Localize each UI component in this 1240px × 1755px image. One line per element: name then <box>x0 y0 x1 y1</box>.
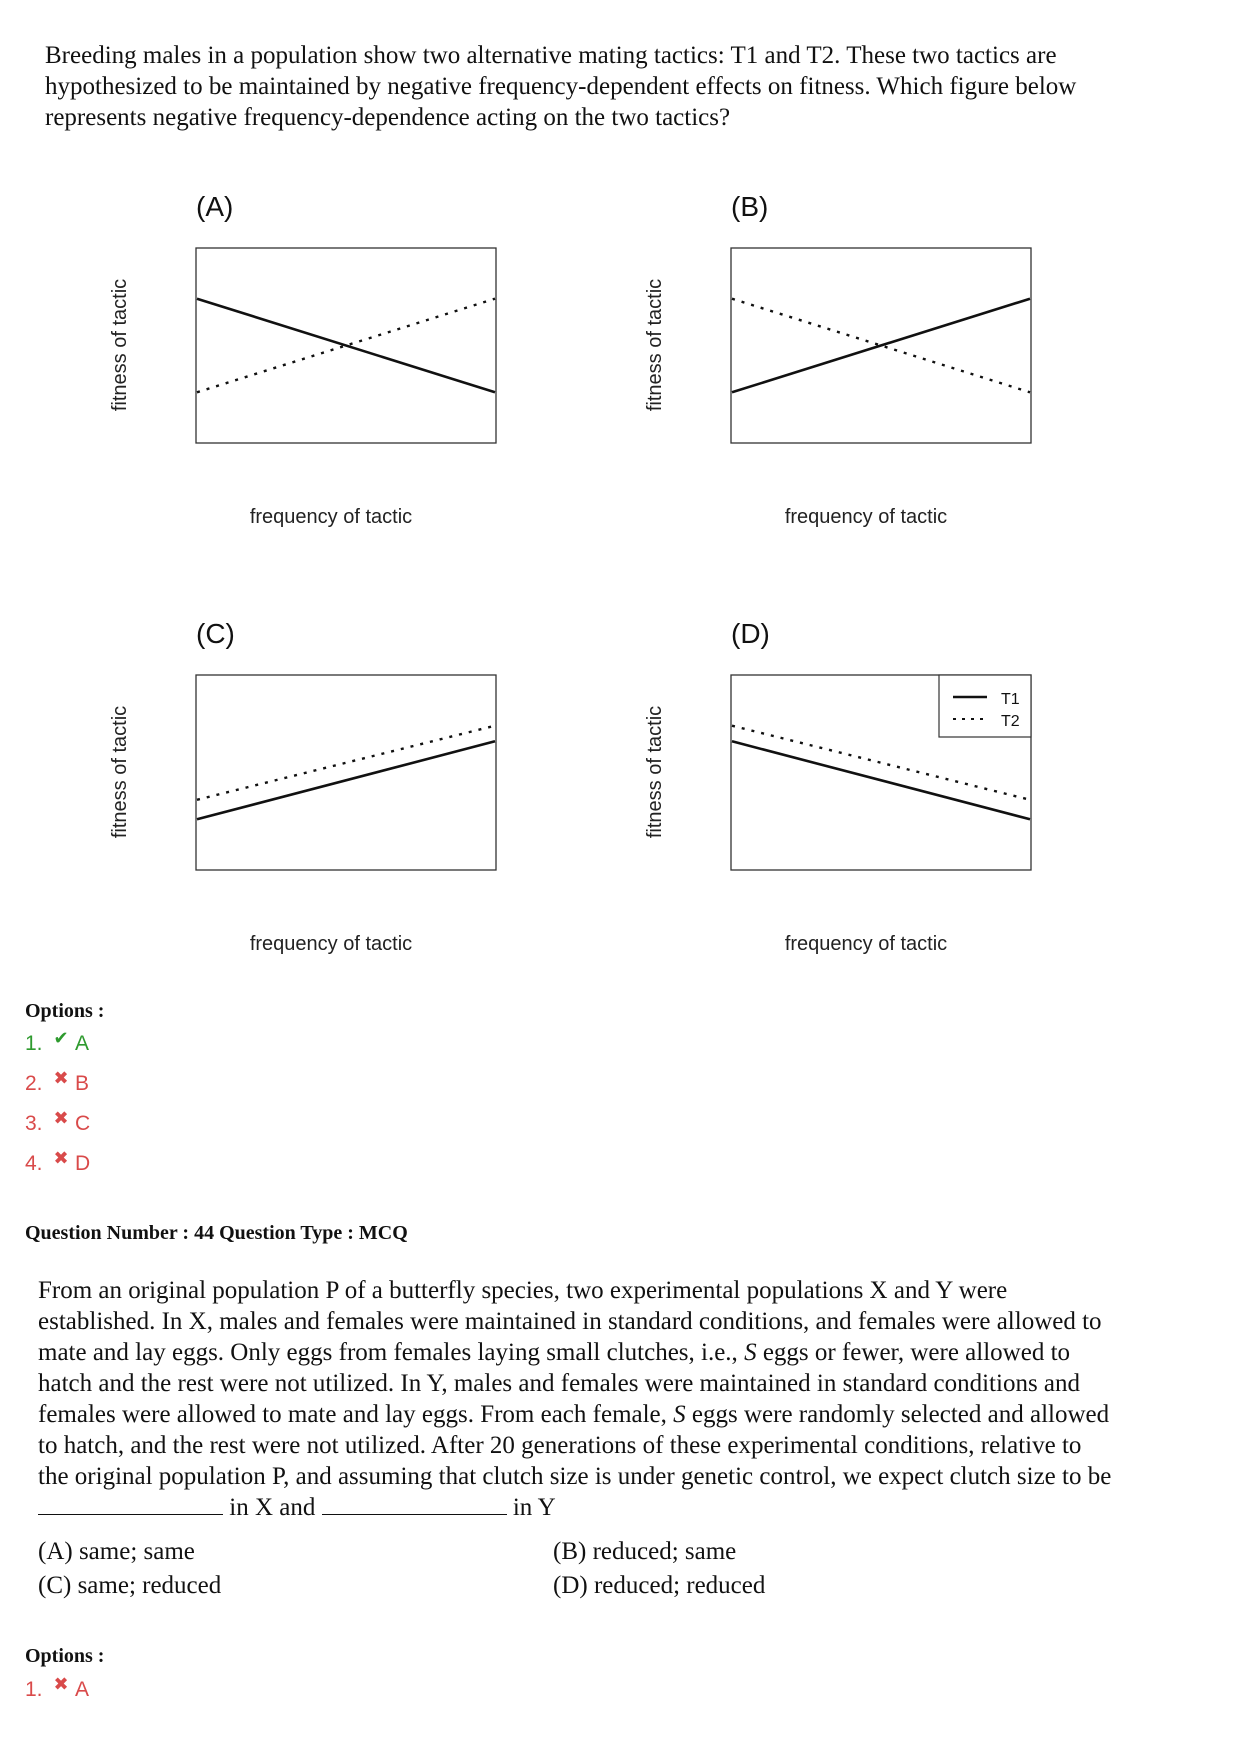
question-44-header: Question Number : 44 Question Type : MCQ <box>25 1222 408 1244</box>
options-heading-44: Options : <box>25 1645 105 1667</box>
legend-label-t2: T2 <box>1001 713 1020 730</box>
blank-x <box>38 1494 223 1515</box>
plot-frame <box>196 675 496 870</box>
question-44-text: From an original population P of a butterfly species, two experimental populations X and Y were established. In X, males and females were maintained in standard conditions, and females were allowed to mate and lay eggs. Only eggs from females laying small clutches, i.e., S eggs or fewer, were allowed to hatch and the rest were not utilized. In Y, males and females were maintained in standard conditions and females were allowed to mate and lay eggs. From each female, S eggs were randomly selected and allowed to hatch, and the rest were not utilized. After 20 generations of these experimental conditions, relative to the original population P, and assuming that clutch size is under genetic control, we expect clutch size to be in X and in Y <box>38 1277 1112 1521</box>
y-axis-label: fitness of tactic <box>644 705 666 839</box>
option-label: D <box>75 1152 91 1175</box>
option-label: A <box>75 1678 90 1701</box>
x-axis-label: frequency of tactic <box>784 506 948 528</box>
series-line-t2 <box>197 726 495 800</box>
choice-b: (B) reduced; same <box>553 1538 737 1565</box>
plot-title: (D) <box>731 618 770 649</box>
series-line-t1 <box>197 299 495 393</box>
options-heading: Options : <box>25 1000 105 1022</box>
cross-icon: ✖ <box>53 1147 69 1168</box>
option-number: 1. <box>25 1032 43 1055</box>
cross-icon: ✖ <box>53 1673 69 1694</box>
option-3[interactable] <box>25 1107 91 1136</box>
choice-d: (D) reduced; reduced <box>553 1572 766 1599</box>
option-number: 4. <box>25 1152 43 1175</box>
x-axis-label: frequency of tactic <box>784 933 948 955</box>
series-line-t1 <box>197 741 495 819</box>
x-axis-label: frequency of tactic <box>249 506 413 528</box>
variable-s: S <box>673 1401 686 1428</box>
choice-c: (C) same; reduced <box>38 1572 222 1599</box>
option-number: 3. <box>25 1112 43 1135</box>
question-43-text: Breeding males in a population show two alternative mating tactics: T1 and T2. These two tactics are hypothesized to be maintained by negative frequency-dependent effects on fitness. Which figure below represents negative frequency-dependence acting on the two tactics? <box>45 42 1077 131</box>
option-label: C <box>75 1112 91 1135</box>
legend-label-t1: T1 <box>1001 691 1020 708</box>
series-line-t1 <box>732 741 1030 819</box>
y-axis-label: fitness of tactic <box>109 278 131 412</box>
option-number: 2. <box>25 1072 43 1095</box>
cross-icon: ✖ <box>53 1067 69 1088</box>
series-line-t1 <box>732 299 1030 393</box>
option-1-q44[interactable] <box>25 1673 90 1702</box>
plot-title: (C) <box>196 618 235 649</box>
option-label: A <box>75 1032 90 1055</box>
plot-title: (A) <box>196 191 234 222</box>
check-icon: ✔ <box>53 1027 69 1048</box>
option-label: B <box>75 1072 90 1095</box>
y-axis-label: fitness of tactic <box>109 705 131 839</box>
option-2[interactable] <box>25 1067 90 1096</box>
blank-y <box>322 1494 507 1515</box>
plot-title: (B) <box>731 191 769 222</box>
option-1[interactable] <box>25 1027 90 1056</box>
y-axis-label: fitness of tactic <box>644 278 666 412</box>
option-number: 1. <box>25 1678 43 1701</box>
x-axis-label: frequency of tactic <box>249 933 413 955</box>
option-4[interactable] <box>25 1147 91 1176</box>
cross-icon: ✖ <box>53 1107 69 1128</box>
variable-s: S <box>744 1339 757 1366</box>
choice-a: (A) same; same <box>38 1538 195 1565</box>
